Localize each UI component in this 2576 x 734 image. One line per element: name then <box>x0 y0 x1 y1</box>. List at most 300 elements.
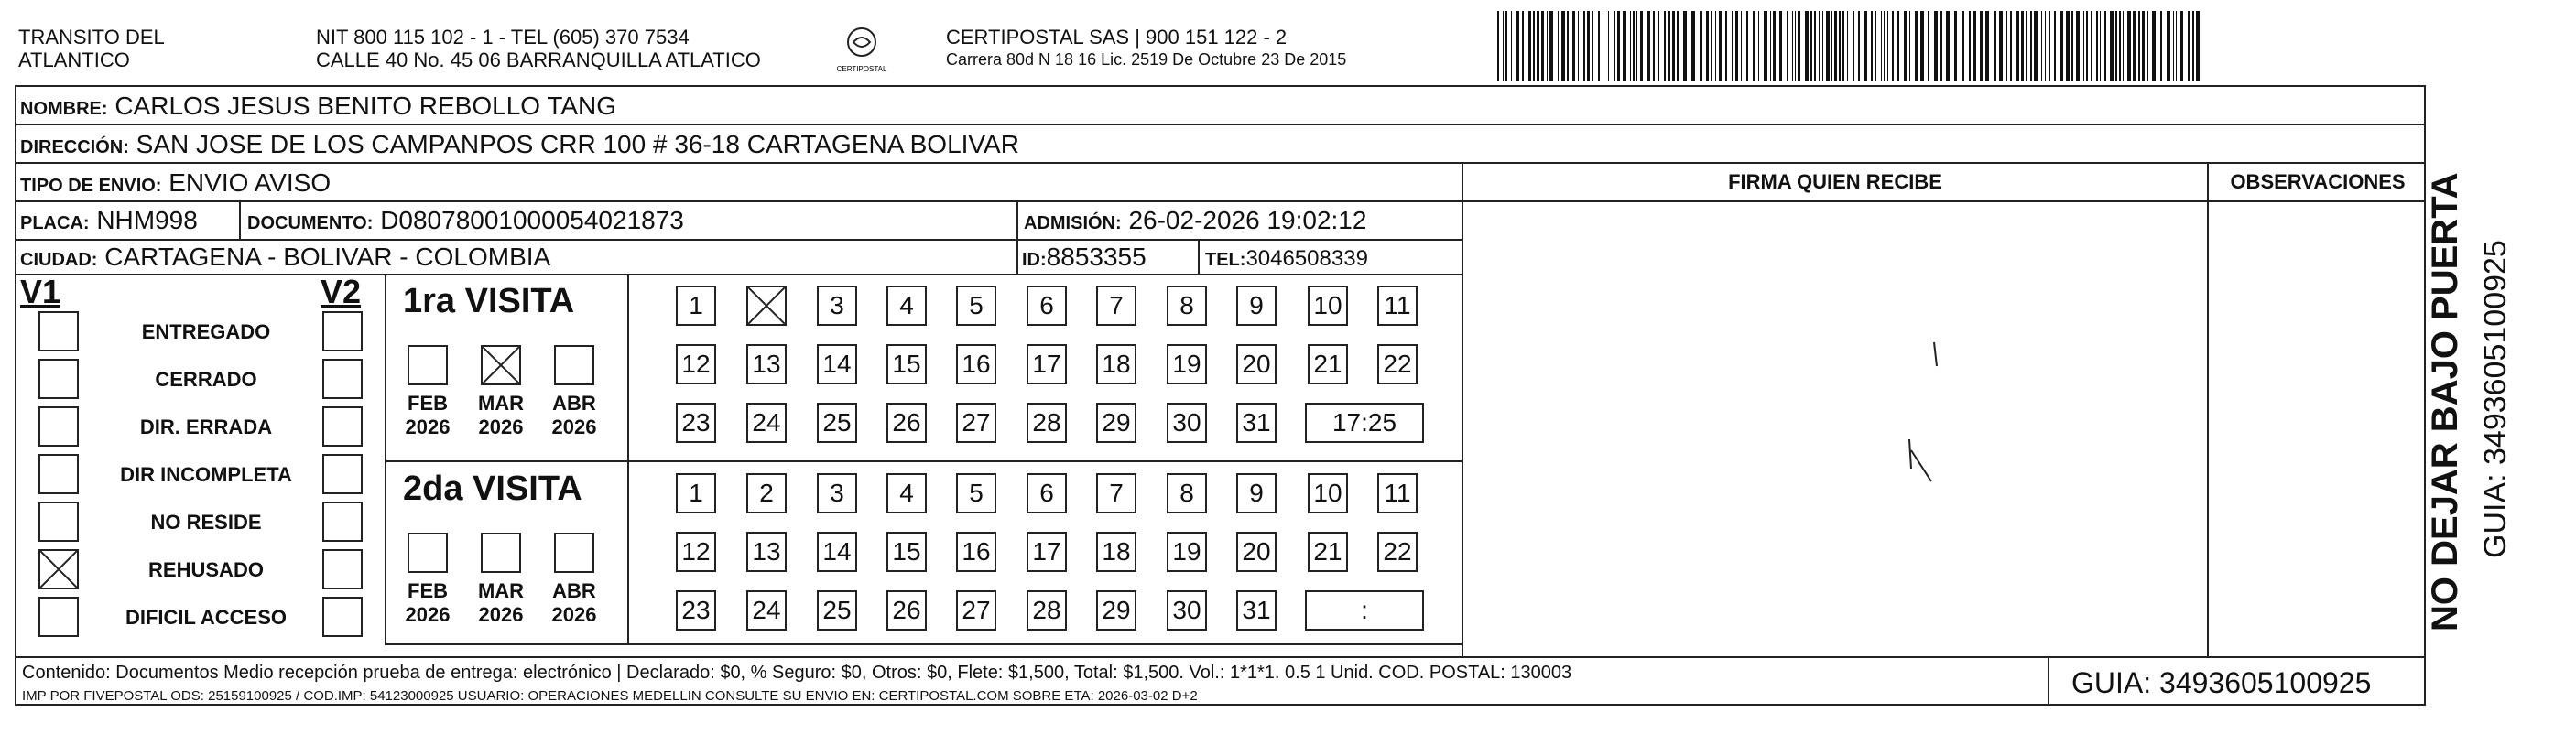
documento-field <box>247 205 684 239</box>
day-box[interactable]: 16 <box>956 344 996 384</box>
barcode-bar <box>1779 11 1782 81</box>
barcode-bar <box>1647 11 1650 81</box>
status-label: NO RESIDE <box>150 511 262 534</box>
day-box[interactable]: 16 <box>956 532 996 572</box>
barcode-bar <box>1700 11 1702 81</box>
barcode-bar <box>2160 11 2162 81</box>
barcode-bar <box>1773 11 1776 81</box>
barcode-bar <box>1962 11 1964 81</box>
barcode-bar <box>1633 11 1635 81</box>
direccion-field <box>20 129 1019 163</box>
v1-checkbox[interactable] <box>38 359 79 399</box>
day-box[interactable]: 11 <box>1377 286 1418 326</box>
visit-title: 1ra VISITA <box>403 282 575 320</box>
v1-checkbox[interactable] <box>38 454 79 494</box>
direccion-value: SAN JOSE DE LOS CAMPANPOS CRR 100 # 36-18 CARTAGENA BOLIVAR <box>136 130 1019 158</box>
barcode-bar <box>2196 11 2200 81</box>
day-box[interactable]: 15 <box>886 532 927 572</box>
day-box[interactable]: 5 <box>956 286 996 326</box>
day-box[interactable]: 12 <box>676 532 716 572</box>
day-box[interactable]: 10 <box>1308 286 1348 326</box>
month-label <box>547 579 602 627</box>
signature-mark <box>1877 329 1987 494</box>
barcode-bar <box>1764 11 1767 81</box>
footer-guia: GUIA: 3493605100925 <box>2071 666 2372 699</box>
month-year: 2026 <box>551 416 597 438</box>
col-divider <box>2048 656 2049 706</box>
barcode-bar <box>1547 11 1548 81</box>
month-name: FEB <box>408 392 448 415</box>
v1-checkbox[interactable] <box>38 311 79 351</box>
barcode-bar <box>2066 11 2070 81</box>
visit-time[interactable]: 17:25 <box>1305 403 1424 443</box>
day-box[interactable]: 20 <box>1236 344 1277 384</box>
barcode-bar <box>1994 11 1996 81</box>
month-name: FEB <box>408 579 448 602</box>
id-label: ID: <box>1022 250 1047 270</box>
v1-header: V1 <box>20 273 61 310</box>
nombre-field <box>20 91 616 124</box>
barcode-bar <box>2086 11 2088 81</box>
day-box[interactable]: 14 <box>817 344 857 384</box>
day-box[interactable]: 31 <box>1236 403 1277 443</box>
barcode-bar <box>1985 11 1989 81</box>
footer-contents: Contenido: Documentos Medio recepción prueba de entrega: electrónico | Declarado: $0, % Seguro: $0, Otros: $0, Flete: $1,500, Total: $1,500. Vol.: 1*1*1. 0.5 1 Unid. COD. POSTAL: 130003 <box>22 663 1572 683</box>
barcode-bar <box>2016 11 2019 81</box>
ciudad-value: CARTAGENA - BOLIVAR - COLOMBIA <box>104 243 551 271</box>
barcode-bar <box>1810 11 1812 81</box>
month-label <box>473 392 528 439</box>
barcode-bar <box>2110 11 2114 81</box>
placa-label: PLACA: <box>20 213 90 233</box>
day-box[interactable]: 10 <box>1308 473 1348 513</box>
visit-divider <box>385 643 1462 645</box>
month-name: ABR <box>552 392 596 415</box>
day-box[interactable]: 7 <box>1096 473 1136 513</box>
barcode-bar <box>1549 11 1553 81</box>
v1-checkbox[interactable] <box>38 597 79 637</box>
barcode-bar <box>2180 11 2183 81</box>
barcode-bar <box>1798 11 1800 81</box>
barcode-icon <box>1497 11 2202 84</box>
barcode-bar <box>1973 11 1976 81</box>
barcode-bar <box>2006 11 2007 81</box>
barcode-bar <box>1946 11 1950 81</box>
barcode-bar <box>1814 11 1816 81</box>
barcode-bar <box>2123 11 2124 81</box>
barcode-bar <box>1516 11 1519 81</box>
barcode-bar <box>1583 11 1585 81</box>
col-divider <box>1016 200 1018 274</box>
barcode-bar <box>1892 11 1894 81</box>
barcode-bar <box>1691 11 1695 81</box>
barcode-bar <box>2076 11 2080 81</box>
barcode-bar <box>1672 11 1675 81</box>
org-line-1: TRANSITO DEL <box>18 26 165 49</box>
barcode-bar <box>1664 11 1666 81</box>
day-box[interactable]: 22 <box>1377 532 1418 572</box>
barcode-bar <box>1746 11 1748 81</box>
month-name: MAR <box>477 392 525 415</box>
barcode-bar <box>1795 11 1796 81</box>
day-box[interactable]: 18 <box>1096 344 1136 384</box>
month-checkbox[interactable] <box>554 345 594 385</box>
side-warning: NO DEJAR BAJO PUERTA <box>2425 172 2465 631</box>
barcode-bar <box>1980 11 1983 81</box>
placa-value: NHM998 <box>96 206 198 234</box>
barcode-bar <box>1653 11 1655 81</box>
day-box[interactable]: 8 <box>1167 473 1207 513</box>
v1-checkbox[interactable] <box>38 502 79 542</box>
month-year: 2026 <box>405 416 451 438</box>
tel-field <box>1205 243 1368 275</box>
barcode-bar <box>2167 11 2170 81</box>
barcode-bar <box>2060 11 2063 81</box>
day-box[interactable]: 30 <box>1167 590 1207 631</box>
barcode-bar <box>1567 11 1569 81</box>
barcode-bar <box>2091 11 2092 81</box>
address-line: CALLE 40 No. 45 06 BARRANQUILLA ATLATICO <box>316 49 761 71</box>
barcode-bar <box>1735 11 1738 81</box>
month-year: 2026 <box>478 416 524 438</box>
ciudad-label: CIUDAD: <box>20 250 98 270</box>
courier-line-1: CERTIPOSTAL SAS | 900 151 122 - 2 <box>946 26 1288 49</box>
barcode-bar <box>1999 11 2003 81</box>
documento-value: D08078001000054021873 <box>380 206 684 234</box>
id-value: 8853355 <box>1046 243 1147 271</box>
barcode-bar <box>1592 11 1593 81</box>
barcode-bar <box>1842 11 1844 81</box>
day-box[interactable]: 12 <box>676 344 716 384</box>
month-label <box>400 579 455 627</box>
barcode-bar <box>1920 11 1924 81</box>
barcode-bar <box>2147 11 2148 81</box>
barcode-bar <box>2071 11 2073 81</box>
day-box[interactable]: 30 <box>1167 403 1207 443</box>
barcode-bar <box>1881 11 1882 81</box>
admision-value: 26-02-2026 19:02:12 <box>1128 206 1367 234</box>
month-year: 2026 <box>551 603 597 626</box>
barcode-bar <box>1614 11 1615 81</box>
barcode-bar <box>1819 11 1820 81</box>
barcode-bar <box>1522 11 1524 81</box>
barcode-bar <box>2152 11 2156 81</box>
barcode-bar <box>1858 11 1860 81</box>
day-box[interactable]: 22 <box>1377 344 1418 384</box>
row-divider <box>15 239 1462 241</box>
barcode-bar <box>1503 11 1504 81</box>
nombre-label: NOMBRE: <box>20 99 108 119</box>
org-contact <box>316 26 761 71</box>
barcode-bar <box>2030 11 2032 81</box>
day-box[interactable]: 19 <box>1167 532 1207 572</box>
barcode-bar <box>1623 11 1626 81</box>
row-divider <box>15 656 2426 658</box>
day-box[interactable]: 13 <box>746 532 787 572</box>
day-box[interactable]: 24 <box>746 590 787 631</box>
barcode-bar <box>2173 11 2174 81</box>
admision-label: ADMISIÓN: <box>1024 213 1122 233</box>
month-label <box>400 392 455 439</box>
barcode-bar <box>1847 11 1848 81</box>
barcode-bar <box>1940 11 1942 81</box>
barcode-bar <box>1587 11 1590 81</box>
day-box[interactable]: 18 <box>1096 532 1136 572</box>
tipo-envio-value: ENVIO AVISO <box>168 168 332 197</box>
day-box[interactable]: 1 <box>676 286 716 326</box>
barcode-bar <box>1617 11 1620 81</box>
barcode-bar <box>1683 11 1687 81</box>
v1-checkbox[interactable] <box>38 406 79 447</box>
day-box[interactable]: 5 <box>956 473 996 513</box>
barcode-bar <box>1887 11 1888 81</box>
barcode-bar <box>1753 11 1755 81</box>
barcode-bar <box>2010 11 2012 81</box>
firma-header: FIRMA QUIEN RECIBE <box>1728 170 1942 193</box>
barcode-bar <box>1719 11 1722 81</box>
barcode-bar <box>2188 11 2190 81</box>
tipo-envio-field <box>20 167 331 201</box>
barcode-bar <box>2127 11 2131 81</box>
barcode-bar <box>1572 11 1575 81</box>
barcode-bar <box>1658 11 1659 81</box>
direccion-label: DIRECCIÓN: <box>20 137 129 157</box>
day-box[interactable]: 26 <box>886 403 927 443</box>
status-label: ENTREGADO <box>141 320 271 343</box>
tipo-envio-label: TIPO DE ENVIO: <box>20 176 162 196</box>
day-box[interactable] <box>746 286 787 326</box>
barcode-bar <box>1884 11 1885 81</box>
day-box[interactable]: 7 <box>1096 286 1136 326</box>
barcode-bar <box>2133 11 2136 81</box>
courier-line-2: Carrera 80d N 18 16 Lic. 2519 De Octubre 23 De 2015 <box>946 50 1347 69</box>
month-year: 2026 <box>478 603 524 626</box>
barcode-bar <box>2083 11 2084 81</box>
barcode-bar <box>1725 11 1727 81</box>
barcode-bar <box>1630 11 1631 81</box>
barcode-bar <box>2045 11 2046 81</box>
barcode-bar <box>1677 11 1679 81</box>
side-guia: GUIA: 3493605100925 <box>2478 240 2513 558</box>
barcode-bar <box>1805 11 1809 81</box>
barcode-bar <box>2138 11 2140 81</box>
v1-checkbox[interactable] <box>38 549 79 589</box>
documento-label: DOCUMENTO: <box>247 213 374 233</box>
barcode-bar <box>1578 11 1579 81</box>
barcode-bar <box>2192 11 2194 81</box>
barcode-bar <box>2034 11 2038 81</box>
barcode-bar <box>1668 11 1670 81</box>
org-name <box>18 26 165 71</box>
day-box[interactable]: 3 <box>817 473 857 513</box>
barcode-bar <box>2104 11 2106 81</box>
day-box[interactable]: 23 <box>676 403 716 443</box>
barcode-bar <box>1787 11 1788 81</box>
day-box[interactable]: 6 <box>1027 286 1067 326</box>
barcode-bar <box>1954 11 1957 81</box>
day-box[interactable]: 6 <box>1027 473 1067 513</box>
status-label: REHUSADO <box>148 558 264 581</box>
barcode-bar <box>1511 11 1512 81</box>
org-line-2: ATLANTICO <box>18 49 130 71</box>
barcode-bar <box>1834 11 1837 81</box>
v2-checkbox[interactable] <box>322 406 363 447</box>
day-box[interactable]: 14 <box>817 532 857 572</box>
barcode-bar <box>1897 11 1899 81</box>
barcode-bar <box>1541 11 1544 81</box>
month-name: MAR <box>477 579 525 602</box>
barcode-bar <box>1711 11 1712 81</box>
day-box[interactable]: 24 <box>746 403 787 443</box>
barcode-bar <box>1758 11 1759 81</box>
barcode-bar <box>1853 11 1854 81</box>
col-divider <box>2207 162 2209 656</box>
barcode-bar <box>1558 11 1559 81</box>
barcode-bar <box>1934 11 1938 81</box>
day-box[interactable]: 4 <box>886 473 927 513</box>
day-box[interactable]: 1 <box>676 473 716 513</box>
barcode-bar <box>2096 11 2098 81</box>
barcode-bar <box>1640 11 1643 81</box>
month-checkbox[interactable] <box>554 533 594 573</box>
barcode-bar <box>1864 11 1867 81</box>
logo-text: CERTIPOSTAL <box>836 65 887 73</box>
day-box[interactable]: 28 <box>1027 403 1067 443</box>
month-checkbox[interactable] <box>481 345 521 385</box>
v2-checkbox[interactable] <box>322 502 363 542</box>
day-box[interactable]: 23 <box>676 590 716 631</box>
day-box[interactable]: 17 <box>1027 344 1067 384</box>
month-name: ABR <box>552 579 596 602</box>
barcode-bar <box>1505 11 1507 81</box>
v2-checkbox[interactable] <box>322 359 363 399</box>
barcode-bar <box>1636 11 1637 81</box>
barcode-bar <box>1608 11 1609 81</box>
barcode-bar <box>1904 11 1907 81</box>
barcode-bar <box>2119 11 2121 81</box>
day-box[interactable]: 3 <box>817 286 857 326</box>
barcode-bar <box>1792 11 1793 81</box>
ciudad-field <box>20 242 550 275</box>
day-box[interactable]: 20 <box>1236 532 1277 572</box>
barcode-bar <box>1969 11 1971 81</box>
visit-title: 2da VISITA <box>403 470 582 508</box>
day-box[interactable]: 25 <box>817 403 857 443</box>
status-label: DIR INCOMPLETA <box>120 463 292 486</box>
barcode-bar <box>1871 11 1873 81</box>
day-box[interactable]: 21 <box>1308 532 1348 572</box>
day-box[interactable]: 21 <box>1308 344 1348 384</box>
barcode-bar <box>1875 11 1876 81</box>
admision-field <box>1024 205 1366 239</box>
day-box[interactable]: 27 <box>956 403 996 443</box>
row-divider <box>15 200 2426 202</box>
visit-divider <box>385 460 1462 462</box>
status-label: CERRADO <box>155 368 257 391</box>
barcode-bar <box>1732 11 1733 81</box>
barcode-bar <box>1537 11 1539 81</box>
barcode-bar <box>2026 11 2027 81</box>
barcode-bar <box>2021 11 2024 81</box>
barcode-bar <box>2176 11 2177 81</box>
nombre-value: CARLOS JESUS BENITO REBOLLO TANG <box>114 92 617 120</box>
barcode-bar <box>1822 11 1823 81</box>
barcode-bar <box>1561 11 1565 81</box>
day-box[interactable]: 9 <box>1236 286 1277 326</box>
v2-header: V2 <box>321 273 362 310</box>
barcode-bar <box>2115 11 2117 81</box>
barcode-bar <box>1928 11 1929 81</box>
month-label <box>473 579 528 627</box>
certipostal-logo <box>833 24 890 75</box>
day-box[interactable]: 2 <box>746 473 787 513</box>
barcode-bar <box>1770 11 1771 81</box>
barcode-bar <box>1528 11 1531 81</box>
barcode-bar <box>1909 11 1910 81</box>
month-label <box>547 392 602 439</box>
v2-checkbox[interactable] <box>322 454 363 494</box>
courier-info <box>946 26 1346 71</box>
day-box[interactable]: 29 <box>1096 590 1136 631</box>
day-box[interactable]: 8 <box>1167 286 1207 326</box>
tel-value: 3046508339 <box>1245 246 1368 271</box>
barcode-bar <box>1598 11 1600 81</box>
barcode-bar <box>1741 11 1742 81</box>
visit-time[interactable]: : <box>1305 590 1424 631</box>
day-box[interactable]: 15 <box>886 344 927 384</box>
col-divider <box>239 200 241 239</box>
v2-checkbox[interactable] <box>322 597 363 637</box>
v2-checkbox[interactable] <box>322 549 363 589</box>
day-box[interactable]: 25 <box>817 590 857 631</box>
day-box[interactable]: 28 <box>1027 590 1067 631</box>
day-box[interactable]: 31 <box>1236 590 1277 631</box>
barcode-bar <box>1839 11 1841 81</box>
col-divider <box>1462 162 1463 656</box>
barcode-bar <box>1533 11 1535 81</box>
day-box[interactable]: 13 <box>746 344 787 384</box>
barcode-bar <box>1497 11 1499 81</box>
col-divider <box>1198 239 1200 274</box>
barcode-bar <box>2049 11 2050 81</box>
barcode-bar <box>2041 11 2042 81</box>
barcode-bar <box>1915 11 1918 81</box>
month-year: 2026 <box>405 603 451 626</box>
month-checkbox[interactable] <box>408 345 448 385</box>
barcode-bar <box>2054 11 2056 81</box>
day-box[interactable]: 27 <box>956 590 996 631</box>
nit-line: NIT 800 115 102 - 1 - TEL (605) 370 7534 <box>316 26 690 49</box>
day-box[interactable]: 9 <box>1236 473 1277 513</box>
placa-field <box>20 205 198 239</box>
day-box[interactable]: 11 <box>1377 473 1418 513</box>
day-box[interactable]: 17 <box>1027 532 1067 572</box>
day-box[interactable]: 26 <box>886 590 927 631</box>
month-checkbox[interactable] <box>408 533 448 573</box>
day-box[interactable]: 19 <box>1167 344 1207 384</box>
barcode-bar <box>1831 11 1832 81</box>
status-label: DIFICIL ACCESO <box>125 606 287 629</box>
barcode-bar <box>1826 11 1830 81</box>
v2-checkbox[interactable] <box>322 311 363 351</box>
month-checkbox[interactable] <box>481 533 521 573</box>
tel-label: TEL: <box>1205 250 1246 270</box>
id-field <box>1022 242 1147 275</box>
status-label: DIR. ERRADA <box>139 416 273 438</box>
day-box[interactable]: 29 <box>1096 403 1136 443</box>
barcode-bar <box>2100 11 2101 81</box>
day-box[interactable]: 4 <box>886 286 927 326</box>
